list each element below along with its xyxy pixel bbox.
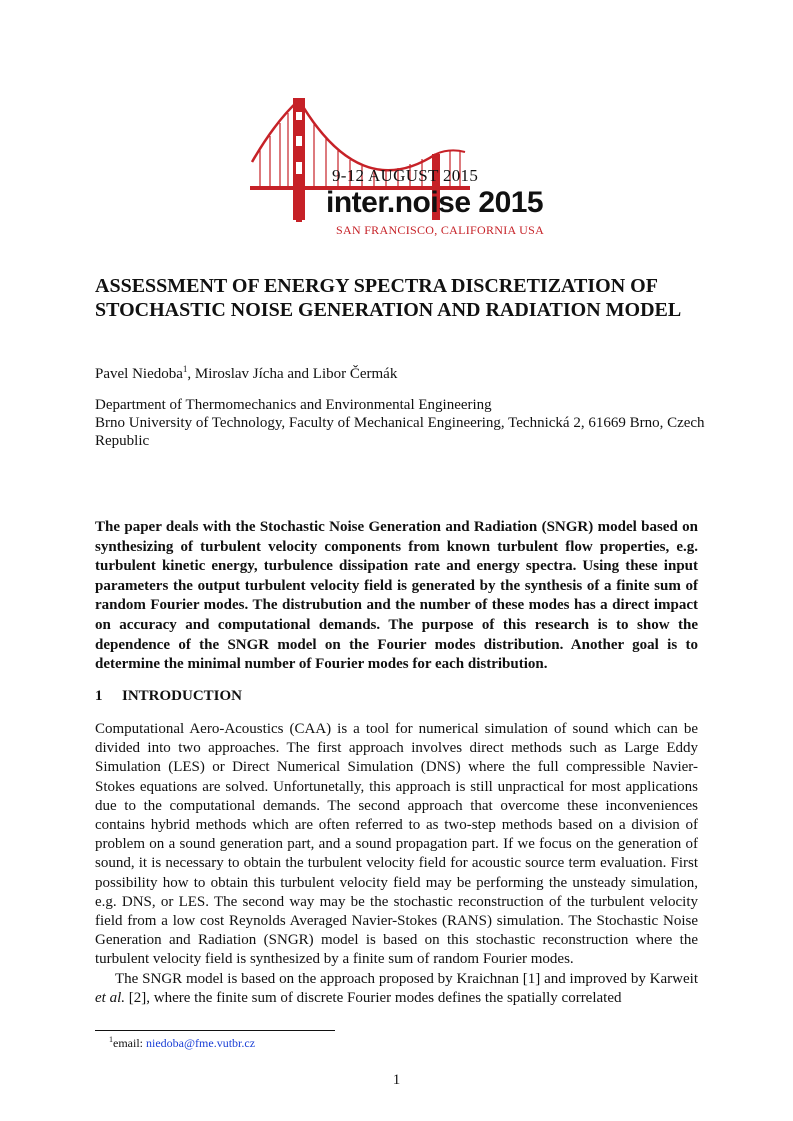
conference-location: SAN FRANCISCO, CALIFORNIA USA (336, 223, 545, 237)
footnote-label: email: (113, 1036, 146, 1050)
section-heading (95, 688, 242, 705)
paragraph-text: The SNGR model is based on the approach proposed by Kraichnan [1] and improved by Karweit (115, 970, 698, 987)
body-text (95, 720, 698, 1008)
footnote-mark: 1 (109, 1035, 113, 1044)
paragraph (95, 970, 698, 1008)
conference-logo (250, 92, 550, 242)
author-first: Pavel Niedoba (95, 366, 183, 382)
paragraph: Computational Aero-Acoustics (CAA) is a tool for numerical simulation of sound which can be divided into two approaches. The first approach involves direct methods such as Large Eddy Simulation (LES) or Direct Numerical Simulation (DNS) where the full compressible Navier-Stokes equations are solved. Unfortunetally, this approach is still unpractical for most applications due to the computational demands. The second approach that overcome these inconveniences contains hybrid methods which are often referred to as two-step methods based on a division of problem on a sound generation part, and a sound propagation part. If we focus on the generation of sound, it is necessary to obtain the turbulent velocity field for acoustic source term evaluation. First possibility how to obtain this turbulent velocity field may be performing the unsteady simulation, e.g. DNS, or LES. The second way may be the stochastic reconstruction of the turbulent velocity field from a low cost Reynolds Averaged Navier-Stokes (RANS) simulation. The Stochastic Noise Generation and Radiation (SNGR) model is based on this stochastic reconstruction where the turbulent velocity field is synthesized by a finite sum of random Fourier modes. (95, 721, 698, 968)
paper-title: ASSESSMENT OF ENERGY SPECTRA DISCRETIZATION OF STOCHASTIC NOISE GENERATION AND RADIATION MODEL (95, 275, 682, 321)
author-rest: , Miroslav Jícha and Libor Čermák (187, 366, 398, 382)
affiliation-university: Brno University of Technology, Faculty of Mechanical Engineering, Technická 2, 61669 Brno, Czech Republic (95, 415, 705, 449)
paragraph-text: [2], where the finite sum of discrete Fourier modes defines the spatially correlated (125, 989, 622, 1006)
section-number: 1 (95, 688, 103, 704)
author-list (95, 364, 397, 383)
footnote-divider (95, 1030, 335, 1031)
footnote (95, 1035, 255, 1051)
footnote-marker: 1 (182, 364, 188, 374)
affiliation-department: Department of Thermomechanics and Environmental Engineering (95, 397, 492, 413)
conference-date: 9-12 AUGUST 2015 (332, 166, 479, 185)
abstract: The paper deals with the Stochastic Noise Generation and Radiation (SNGR) model based on synthesizing of turbulent velocity components from known turbulent flow properties, e.g. turbulent kinetic energy, turbulence dissipation rate and energy spectra. Using these input parameters the output turbulent velocity field is generated by the synthesis of a finite sum of random Fourier modes. The distrubution and the number of these modes has a direct impact on accuracy and computational demands. The purpose of this research is to show the dependence of the SNGR model on the Fourier modes distribution. Another goal is to determine the minimal number of Fourier modes for each distribution. (95, 519, 698, 673)
email-link[interactable]: niedoba@fme.vutbr.cz (146, 1036, 256, 1050)
page-number: 1 (392, 1072, 401, 1088)
affiliation (95, 396, 705, 450)
paragraph-emphasis: et al. (95, 989, 125, 1006)
conference-name: inter.noise 2015 (326, 186, 544, 219)
section-title: INTRODUCTION (122, 688, 243, 704)
